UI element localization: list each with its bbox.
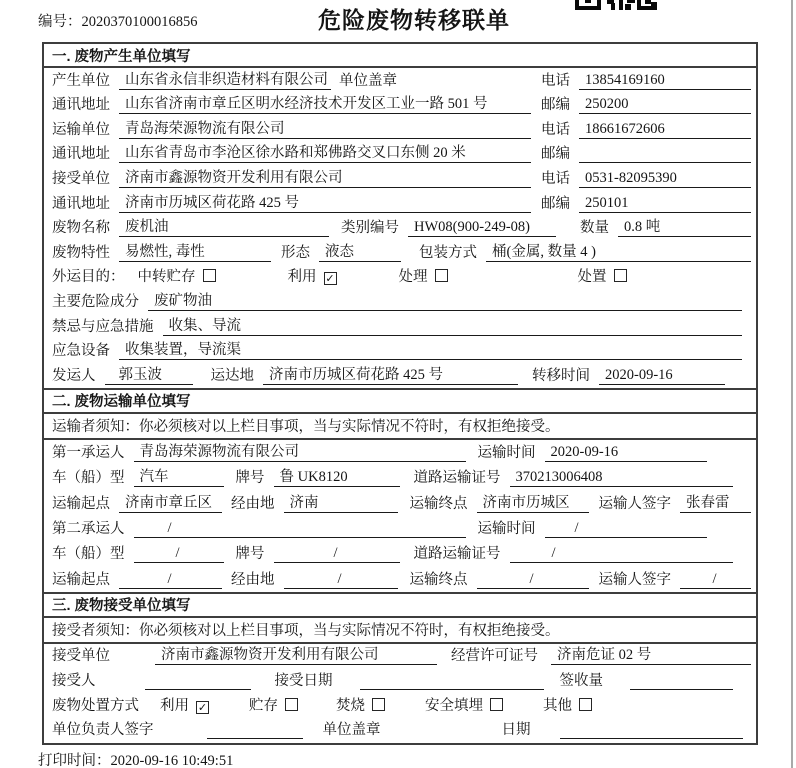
section2-header: 二. 废物运输单位填写 xyxy=(44,388,756,414)
plate-label: 牌号 xyxy=(235,470,265,487)
checkbox xyxy=(372,698,385,711)
waste-name-label: 废物名称 xyxy=(52,220,110,237)
terminus-value: 济南市历城区 xyxy=(477,491,589,513)
producer-row xyxy=(44,68,756,93)
serial-value: 2020370100016856 xyxy=(81,14,198,30)
print-time xyxy=(38,749,233,768)
producer-value: 山东省永信非织造材料有限公司 xyxy=(119,68,331,90)
option-label: 安全填埋 xyxy=(425,697,483,714)
disposal-option xyxy=(543,694,592,715)
transporter-sign-value: 张春雷 xyxy=(680,491,751,513)
vehicle-type-value: 汽车 xyxy=(134,465,224,487)
plate-label: 牌号 xyxy=(235,546,265,563)
receiver-phone: 0531-82095390 xyxy=(579,170,751,188)
transport-time-value: 2020-09-16 xyxy=(545,444,708,462)
transporter-value: 青岛海荣源物流有限公司 xyxy=(119,117,531,139)
transport-time-label: 运输时间 xyxy=(477,520,536,537)
vehicle-type-value: / xyxy=(134,545,224,563)
transporter-phone: 18661672606 xyxy=(579,121,751,139)
responsible-sign-row xyxy=(44,718,756,743)
qr-code-fragment-icon xyxy=(575,0,657,10)
checkbox: ✓ xyxy=(197,700,208,714)
section3-header: 三. 废物接受单位填写 xyxy=(44,592,756,618)
section2-note: 运输者须知：你必须核对以上栏目事项，当与实际情况不符时，有权拒绝接受。 xyxy=(44,414,756,440)
route1-row xyxy=(44,490,756,515)
receiver-zip: 250101 xyxy=(579,195,751,213)
transfer-time-label: 转移时间 xyxy=(532,367,590,384)
waste-character-row xyxy=(44,240,756,265)
disposal-option xyxy=(425,694,503,715)
disposal-option xyxy=(336,694,385,715)
waste-character-label: 废物特性 xyxy=(52,244,110,261)
origin-value: 济南市章丘区 xyxy=(119,491,222,513)
option-label: 处置 xyxy=(577,269,607,286)
quantity-label: 数量 xyxy=(580,220,609,237)
road-license-label: 道路运输证号 xyxy=(413,470,501,487)
print-time-label: 打印时间： xyxy=(38,753,111,768)
disposal-label: 废物处置方式 xyxy=(52,697,139,714)
producer-zip: 250200 xyxy=(579,96,751,114)
producer-phone: 13854169160 xyxy=(579,72,751,90)
option-label: 贮存 xyxy=(249,697,278,714)
zip-label: 邮编 xyxy=(541,97,570,114)
carrier1-label: 第一承运人 xyxy=(52,445,125,462)
carrier1-row xyxy=(44,440,756,465)
road-license-value: / xyxy=(510,545,734,563)
page-title: 危险废物转移联单 xyxy=(318,7,510,33)
zip-label: 邮编 xyxy=(541,195,570,212)
purpose-option xyxy=(578,265,627,286)
seal-label: 单位盖章 xyxy=(339,72,397,89)
responsible-sign-label: 单位负责人签字 xyxy=(52,722,154,739)
purpose-option xyxy=(138,265,216,286)
print-time-value: 2020-09-16 10:49:51 xyxy=(110,753,234,768)
section1-header: 一. 废物产生单位填写 xyxy=(44,44,756,68)
option-label: 焚烧 xyxy=(336,697,365,714)
date-value xyxy=(560,738,744,739)
phone-label: 电话 xyxy=(541,121,570,138)
vehicle1-row xyxy=(44,465,756,490)
destination-label: 运达地 xyxy=(210,367,254,384)
plate-value: / xyxy=(274,545,400,563)
transporter-address-row xyxy=(44,142,756,167)
accept-date-label: 接受日期 xyxy=(274,672,333,689)
receiver-address-row xyxy=(44,191,756,216)
date-label: 日期 xyxy=(501,722,531,739)
dispatch-row xyxy=(44,363,756,388)
transporter-address: 山东省青岛市李沧区徐水路和郑佛路交叉口东侧 20 米 xyxy=(119,141,531,163)
vehicle2-row xyxy=(44,541,756,566)
acceptor-row xyxy=(44,668,756,693)
hazard-value: 废矿物油 xyxy=(148,289,742,311)
carrier2-label: 第二承运人 xyxy=(52,520,125,537)
carrier1-value: 青岛海荣源物流有限公司 xyxy=(134,440,466,462)
option-label: 利用 xyxy=(287,269,317,286)
hazard-row xyxy=(44,289,756,314)
transporter-sign-label: 运输人签字 xyxy=(598,495,671,512)
carrier2-row xyxy=(44,516,756,541)
waste-quantity: 0.8 吨 xyxy=(618,215,751,237)
address-label: 通讯地址 xyxy=(52,195,110,212)
address-label: 通讯地址 xyxy=(52,97,110,114)
terminus-value: / xyxy=(477,571,589,589)
vehicle-type-label: 车（船）型 xyxy=(52,470,125,487)
producer-address: 山东省济南市章丘区明水经济技术开发区工业一路 501 号 xyxy=(119,92,531,114)
received-qty-value xyxy=(630,689,733,690)
via-label: 经由地 xyxy=(231,495,275,512)
hazard-label: 主要危险成分 xyxy=(52,293,139,310)
disposal-option xyxy=(160,694,209,715)
checkbox xyxy=(203,269,216,282)
checkbox xyxy=(285,698,298,711)
accept-date-value xyxy=(360,689,544,690)
transport-time-value: / xyxy=(545,520,708,538)
transporter-zip xyxy=(579,162,751,163)
serial-label: 编号： xyxy=(38,14,82,30)
via-value: / xyxy=(284,571,398,589)
origin-label: 运输起点 xyxy=(52,571,110,588)
vehicle-type-label: 车（船）型 xyxy=(52,546,125,563)
option-label: 其他 xyxy=(543,697,572,714)
checkbox: ✓ xyxy=(325,272,335,286)
receiver-value: 济南市鑫源物资开发利用有限公司 xyxy=(119,166,531,188)
address-label: 通讯地址 xyxy=(52,146,110,163)
scan-page-edge xyxy=(791,0,793,768)
zip-label: 邮编 xyxy=(541,146,570,163)
unit-seal-label: 单位盖章 xyxy=(322,722,381,739)
waste-form: 液态 xyxy=(319,240,401,262)
taboo-label: 禁忌与应急措施 xyxy=(52,318,154,335)
terminus-label: 运输终点 xyxy=(409,571,468,588)
accept-unit-label: 接受单位 xyxy=(52,648,110,665)
taboo-row xyxy=(44,314,756,339)
permit-value: 济南危证 02 号 xyxy=(551,643,751,665)
transporter-row xyxy=(44,117,756,142)
plate-value: 鲁 UK8120 xyxy=(274,465,400,487)
checkbox xyxy=(579,698,592,711)
accept-unit-value: 济南市鑫源物资开发利用有限公司 xyxy=(155,643,437,665)
transport-time-label: 运输时间 xyxy=(477,445,536,462)
purpose-label: 外运目的： xyxy=(52,269,125,286)
received-qty-label: 签收量 xyxy=(559,672,603,689)
checkbox xyxy=(614,269,627,282)
option-label: 中转贮存 xyxy=(137,269,196,286)
waste-name-row xyxy=(44,216,756,241)
transporter-label: 运输单位 xyxy=(52,121,110,138)
road-license-label: 道路运输证号 xyxy=(413,546,501,563)
terminus-label: 运输终点 xyxy=(409,495,468,512)
form-label: 形态 xyxy=(281,244,310,261)
via-value: 济南 xyxy=(284,491,398,513)
receiver-address: 济南市历城区荷花路 425 号 xyxy=(119,191,531,213)
waste-code: HW08(900-249-08) xyxy=(408,219,556,237)
route2-row xyxy=(44,566,756,591)
producer-label: 产生单位 xyxy=(52,72,110,89)
road-license-value: 370213006408 xyxy=(510,469,734,487)
origin-label: 运输起点 xyxy=(52,495,110,512)
equipment-row xyxy=(44,339,756,364)
dispatcher-label: 发运人 xyxy=(52,367,96,384)
checkbox xyxy=(490,698,503,711)
producer-address-row xyxy=(44,93,756,118)
option-label: 处理 xyxy=(398,269,428,286)
section3-note: 接受者须知：你必须核对以上栏目事项，当与实际情况不符时，有权拒绝接受。 xyxy=(44,618,756,644)
dispatcher-value: 郭玉波 xyxy=(105,363,193,385)
purpose-option xyxy=(399,265,448,286)
option-label: 利用 xyxy=(160,697,189,714)
accept-unit-row xyxy=(44,644,756,669)
code-label: 类别编号 xyxy=(341,220,399,237)
equipment-label: 应急设备 xyxy=(52,343,110,360)
waste-character-value: 易燃性, 毒性 xyxy=(119,240,271,262)
via-label: 经由地 xyxy=(231,571,275,588)
acceptor-value xyxy=(145,689,251,690)
transporter-sign-label: 运输人签字 xyxy=(598,571,671,588)
transfer-time-value: 2020-09-16 xyxy=(599,367,725,385)
waste-packing: 桶(金属, 数量 4 ) xyxy=(486,240,751,262)
checkbox xyxy=(435,269,448,282)
purpose-option xyxy=(288,265,337,286)
purpose-row xyxy=(44,265,756,290)
transporter-sign-value: / xyxy=(680,571,751,589)
packing-label: 包装方式 xyxy=(419,244,477,261)
receiver-label: 接受单位 xyxy=(52,170,110,187)
responsible-sign-value xyxy=(207,738,303,739)
form-table xyxy=(42,42,758,745)
permit-label: 经营许可证号 xyxy=(451,648,538,665)
destination-value: 济南市历城区荷花路 425 号 xyxy=(263,363,518,385)
disposal-row xyxy=(44,693,756,718)
waste-name-value: 废机油 xyxy=(119,215,329,237)
carrier2-value: / xyxy=(134,520,466,538)
origin-value: / xyxy=(119,571,222,589)
acceptor-label: 接受人 xyxy=(52,672,96,689)
equipment-value: 收集装置，导流渠 xyxy=(119,338,742,360)
taboo-value: 收集、导流 xyxy=(163,314,743,336)
phone-label: 电话 xyxy=(541,170,570,187)
disposal-option xyxy=(249,694,298,715)
receiver-row xyxy=(44,166,756,191)
phone-label: 电话 xyxy=(541,72,570,89)
